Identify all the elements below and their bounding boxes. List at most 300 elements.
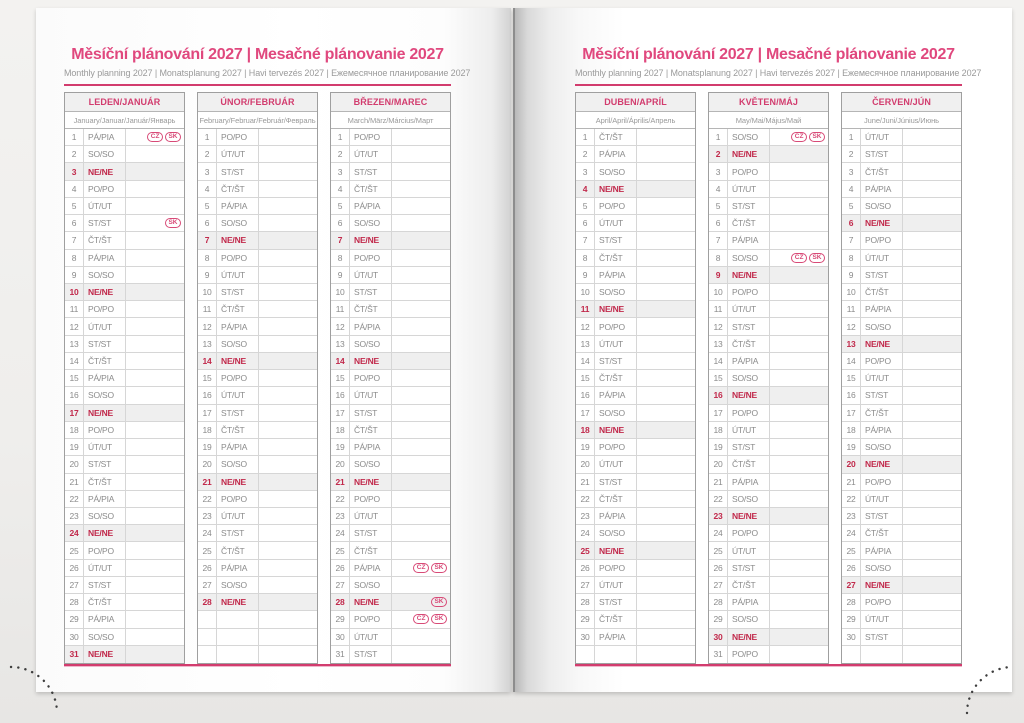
day-row: [842, 146, 961, 163]
day-abbrev-cell: NE/NE: [217, 594, 259, 610]
day-abbrev-cell: [217, 629, 259, 645]
notes-cell: [392, 456, 450, 472]
notes-cell: [637, 594, 695, 610]
notes-cell: [259, 525, 317, 541]
notes-cell: [903, 284, 961, 300]
day-abbrev-cell: PO/PO: [595, 318, 637, 334]
day-row: [709, 629, 828, 646]
notes-cell: [770, 474, 828, 490]
day-number-cell: 8: [65, 250, 84, 266]
day-row: [576, 129, 695, 146]
day-number-cell: 10: [842, 284, 861, 300]
day-row: [576, 232, 695, 249]
day-row: [576, 198, 695, 215]
day-abbrev-cell: ČT/ŠT: [84, 594, 126, 610]
day-abbrev-cell: ST/ST: [728, 198, 770, 214]
notes-cell: [126, 146, 184, 162]
day-number-cell: 10: [198, 284, 217, 300]
day-number-cell: 12: [65, 318, 84, 334]
day-row: [842, 577, 961, 594]
notes-cell: [259, 646, 317, 663]
day-number-cell: 21: [709, 474, 728, 490]
day-row: [65, 198, 184, 215]
day-number-cell: 24: [65, 525, 84, 541]
month-name: KVĚTEN/MÁJ: [709, 93, 828, 112]
day-number-cell: 6: [65, 215, 84, 231]
notes-cell: [637, 474, 695, 490]
day-number-cell: 25: [576, 542, 595, 558]
day-row: [331, 146, 450, 163]
day-abbrev-cell: ČT/ŠT: [861, 163, 903, 179]
notes-cell: [259, 542, 317, 558]
notes-cell: [392, 336, 450, 352]
day-abbrev-cell: ČT/ŠT: [728, 577, 770, 593]
notes-cell: [637, 577, 695, 593]
notes-cell: [259, 456, 317, 472]
notes-cell: [637, 560, 695, 576]
day-number-cell: 18: [709, 422, 728, 438]
notes-cell: [770, 439, 828, 455]
day-number-cell: 26: [576, 560, 595, 576]
notes-cell: [392, 232, 450, 248]
day-row: [842, 405, 961, 422]
day-number-cell: 28: [198, 594, 217, 610]
notes-cell: [637, 525, 695, 541]
day-number-cell: 20: [576, 456, 595, 472]
day-row: [198, 474, 317, 491]
day-abbrev-cell: ÚT/UT: [728, 422, 770, 438]
day-number-cell: 17: [331, 405, 350, 421]
day-row: [198, 129, 317, 146]
notes-cell: [126, 491, 184, 507]
day-rows: [331, 129, 450, 663]
notes-cell: [770, 215, 828, 231]
notes-cell: [637, 318, 695, 334]
holiday-badge-cz: CZ: [413, 614, 429, 624]
day-row: [842, 646, 961, 663]
day-row: [576, 491, 695, 508]
day-row: [842, 129, 961, 146]
header-divider: [575, 84, 962, 86]
day-row: [65, 146, 184, 163]
notes-cell: [259, 491, 317, 507]
day-row: [198, 267, 317, 284]
notes-cell: [903, 370, 961, 386]
notes-cell: [770, 146, 828, 162]
day-number-cell: 11: [65, 301, 84, 317]
notes-cell: [126, 181, 184, 197]
notes-cell: [126, 629, 184, 645]
day-number-cell: 6: [331, 215, 350, 231]
day-abbrev-cell: NE/NE: [728, 267, 770, 283]
day-abbrev-cell: PÁ/PIA: [861, 542, 903, 558]
day-row: [709, 387, 828, 404]
notes-cell: [392, 474, 450, 490]
notes-cell: [903, 525, 961, 541]
day-abbrev-cell: PO/PO: [728, 405, 770, 421]
day-row: [576, 474, 695, 491]
notes-cell: [903, 542, 961, 558]
day-number-cell: 11: [198, 301, 217, 317]
day-abbrev-cell: PO/PO: [861, 594, 903, 610]
day-abbrev-cell: ČT/ŠT: [84, 353, 126, 369]
day-number-cell: 23: [331, 508, 350, 524]
notes-cell: [770, 525, 828, 541]
day-row: [198, 439, 317, 456]
day-abbrev-cell: ST/ST: [861, 629, 903, 645]
day-row: [709, 611, 828, 628]
day-number-cell: 30: [576, 629, 595, 645]
day-row: [842, 267, 961, 284]
day-row: [331, 594, 450, 611]
notes-cell: [392, 301, 450, 317]
day-number-cell: 19: [576, 439, 595, 455]
day-number-cell: 6: [198, 215, 217, 231]
day-number-cell: 15: [576, 370, 595, 386]
notes-cell: [259, 163, 317, 179]
day-abbrev-cell: SO/SO: [84, 267, 126, 283]
day-row: [709, 508, 828, 525]
notes-cell: [903, 353, 961, 369]
day-number-cell: 3: [331, 163, 350, 179]
notes-cell: [903, 439, 961, 455]
day-number-cell: 25: [709, 542, 728, 558]
day-number-cell: 26: [65, 560, 84, 576]
day-number-cell: 14: [842, 353, 861, 369]
day-abbrev-cell: PO/PO: [217, 250, 259, 266]
day-abbrev-cell: ÚT/UT: [84, 439, 126, 455]
day-number-cell: 25: [842, 542, 861, 558]
day-row: [842, 474, 961, 491]
day-row: [576, 629, 695, 646]
notes-cell: [770, 629, 828, 645]
notes-cell: [637, 284, 695, 300]
notes-cell: [770, 542, 828, 558]
day-abbrev-cell: ST/ST: [595, 232, 637, 248]
notes-cell: [126, 250, 184, 266]
notes-cell: [903, 250, 961, 266]
day-row: [65, 474, 184, 491]
day-number-cell: 19: [709, 439, 728, 455]
day-abbrev-cell: NE/NE: [217, 474, 259, 490]
notes-cell: [903, 181, 961, 197]
day-abbrev-cell: PÁ/PIA: [350, 439, 392, 455]
day-row: [65, 508, 184, 525]
day-row: [65, 250, 184, 267]
day-row: [65, 232, 184, 249]
day-row: [576, 318, 695, 335]
notes-cell: [126, 508, 184, 524]
day-abbrev-cell: SO/SO: [350, 215, 392, 231]
day-row: [842, 336, 961, 353]
day-number-cell: 7: [576, 232, 595, 248]
day-number-cell: 24: [709, 525, 728, 541]
notes-cell: [126, 301, 184, 317]
notes-cell: [770, 284, 828, 300]
notes-cell: [126, 439, 184, 455]
day-abbrev-cell: ČT/ŠT: [728, 215, 770, 231]
day-abbrev-cell: NE/NE: [861, 577, 903, 593]
day-number-cell: 8: [842, 250, 861, 266]
footer-divider: [575, 664, 962, 667]
notes-cell: [903, 336, 961, 352]
notes-cell: [770, 577, 828, 593]
notes-cell: [259, 474, 317, 490]
day-abbrev-cell: SO/SO: [350, 577, 392, 593]
day-number-cell: 25: [65, 542, 84, 558]
notes-cell: [392, 353, 450, 369]
day-abbrev-cell: NE/NE: [84, 405, 126, 421]
day-number-cell: 10: [576, 284, 595, 300]
day-abbrev-cell: NE/NE: [84, 646, 126, 663]
holiday-badge-sk: SK: [165, 132, 181, 142]
day-number-cell: 21: [331, 474, 350, 490]
day-abbrev-cell: ÚT/UT: [728, 542, 770, 558]
day-abbrev-cell: ČT/ŠT: [861, 525, 903, 541]
day-row: [65, 129, 184, 146]
notes-cell: [903, 405, 961, 421]
day-row: [331, 336, 450, 353]
day-number-cell: 15: [65, 370, 84, 386]
day-abbrev-cell: SO/SO: [595, 163, 637, 179]
day-abbrev-cell: NE/NE: [350, 594, 392, 610]
day-row: [842, 456, 961, 473]
day-row: [709, 181, 828, 198]
day-abbrev-cell: PO/PO: [84, 301, 126, 317]
day-abbrev-cell: ÚT/UT: [861, 250, 903, 266]
notes-cell: [259, 318, 317, 334]
notes-cell: [903, 146, 961, 162]
day-number-cell: 4: [842, 181, 861, 197]
day-row: [65, 456, 184, 473]
day-number-cell: 7: [842, 232, 861, 248]
day-abbrev-cell: ÚT/UT: [217, 387, 259, 403]
notes-cell: [392, 439, 450, 455]
day-abbrev-cell: ČT/ŠT: [595, 129, 637, 145]
notes-cell: [637, 646, 695, 663]
day-row: [65, 318, 184, 335]
notes-cell: [770, 560, 828, 576]
notes-cell: [126, 611, 184, 627]
holiday-badge-cz: CZ: [791, 253, 807, 263]
day-abbrev-cell: NE/NE: [728, 387, 770, 403]
day-row: [331, 215, 450, 232]
notes-cell: [770, 508, 828, 524]
day-number-cell: 29: [65, 611, 84, 627]
day-number-cell: 7: [709, 232, 728, 248]
day-number-cell: 8: [198, 250, 217, 266]
notes-cell: [637, 215, 695, 231]
page-title: Měsíční plánování 2027 | Mesačné plánovanie 2027: [582, 46, 955, 63]
page-subtitle: Monthly planning 2027 | Monatsplanung 2027 | Havi tervezés 2027 | Ежемесячное планирование 2027: [575, 68, 982, 78]
notes-cell: [259, 284, 317, 300]
day-number-cell: 9: [576, 267, 595, 283]
day-row: [709, 353, 828, 370]
day-number-cell: 22: [65, 491, 84, 507]
notes-cell: [392, 198, 450, 214]
notes-cell: [637, 422, 695, 438]
notes-cell: [126, 232, 184, 248]
day-row: [576, 215, 695, 232]
day-abbrev-cell: SO/SO: [350, 336, 392, 352]
notes-cell: [126, 646, 184, 663]
notes-cell: [392, 267, 450, 283]
day-row: [65, 542, 184, 559]
day-abbrev-cell: SO/SO: [84, 387, 126, 403]
day-abbrev-cell: PÁ/PIA: [595, 508, 637, 524]
day-abbrev-cell: ST/ST: [861, 146, 903, 162]
day-abbrev-cell: PÁ/PIA: [728, 474, 770, 490]
day-abbrev-cell: ST/ST: [217, 284, 259, 300]
day-number-cell: 10: [709, 284, 728, 300]
month-name: LEDEN/JANUÁR: [65, 93, 184, 112]
day-number-cell: 11: [842, 301, 861, 317]
notes-cell: [637, 353, 695, 369]
day-number-cell: 19: [198, 439, 217, 455]
day-number-cell: 10: [331, 284, 350, 300]
notes-cell: [903, 474, 961, 490]
day-row: [842, 594, 961, 611]
notes-cell: [259, 560, 317, 576]
day-abbrev-cell: ČT/ŠT: [728, 336, 770, 352]
notes-cell: [903, 301, 961, 317]
diary-right-page: [513, 8, 1012, 692]
day-row: [331, 508, 450, 525]
day-number-cell: 27: [576, 577, 595, 593]
notes-cell: [392, 646, 450, 663]
day-number-cell: 19: [65, 439, 84, 455]
day-number-cell: 14: [709, 353, 728, 369]
notes-cell: [392, 577, 450, 593]
day-abbrev-cell: PÁ/PIA: [217, 318, 259, 334]
notes-cell: [770, 181, 828, 197]
day-number-cell: 18: [198, 422, 217, 438]
day-number-cell: 16: [709, 387, 728, 403]
day-number-cell: 7: [198, 232, 217, 248]
day-number-cell: 17: [65, 405, 84, 421]
day-row: [331, 439, 450, 456]
day-row: [576, 405, 695, 422]
day-number-cell: 26: [842, 560, 861, 576]
day-number-cell: 13: [331, 336, 350, 352]
day-row: [331, 163, 450, 180]
day-number-cell: 7: [65, 232, 84, 248]
notes-cell: [126, 560, 184, 576]
day-number-cell: 8: [331, 250, 350, 266]
holiday-badge-cz: CZ: [791, 132, 807, 142]
day-row: [198, 405, 317, 422]
holiday-badge-sk: SK: [165, 218, 181, 228]
day-row: [331, 198, 450, 215]
day-number-cell: 26: [198, 560, 217, 576]
day-abbrev-cell: ÚT/UT: [595, 577, 637, 593]
day-row: [198, 198, 317, 215]
notes-cell: [770, 370, 828, 386]
month-name: ÚNOR/FEBRUÁR: [198, 93, 317, 112]
day-number-cell: 17: [198, 405, 217, 421]
day-abbrev-cell: NE/NE: [84, 163, 126, 179]
day-row: [709, 336, 828, 353]
holiday-badge-cz: CZ: [413, 563, 429, 573]
day-row: [709, 405, 828, 422]
day-number-cell: 29: [576, 611, 595, 627]
day-number-cell: 1: [65, 129, 84, 145]
notes-cell: [126, 594, 184, 610]
month-name-intl: February/Februar/Február/Февраль: [198, 112, 317, 129]
day-number-cell: 16: [576, 387, 595, 403]
day-row: [65, 284, 184, 301]
day-abbrev-cell: SO/SO: [861, 439, 903, 455]
month-table-february: [197, 92, 318, 664]
day-abbrev-cell: ÚT/UT: [861, 491, 903, 507]
day-number-cell: 23: [576, 508, 595, 524]
day-number-cell: 8: [576, 250, 595, 266]
notes-cell: [126, 284, 184, 300]
notes-cell: [903, 560, 961, 576]
day-row: [65, 353, 184, 370]
day-row: [65, 611, 184, 628]
notes-cell: [637, 405, 695, 421]
notes-cell: [770, 405, 828, 421]
day-row: [842, 163, 961, 180]
day-row: [331, 284, 450, 301]
day-row: [576, 284, 695, 301]
day-number-cell: [198, 611, 217, 627]
day-abbrev-cell: PÁ/PIA: [728, 594, 770, 610]
day-abbrev-cell: PO/PO: [217, 491, 259, 507]
day-row: [709, 129, 828, 146]
day-row: [198, 577, 317, 594]
notes-cell: [903, 198, 961, 214]
day-number-cell: 22: [576, 491, 595, 507]
day-abbrev-cell: NE/NE: [84, 525, 126, 541]
day-abbrev-cell: PO/PO: [217, 129, 259, 145]
day-row: [198, 181, 317, 198]
day-row: [576, 267, 695, 284]
day-row: [842, 215, 961, 232]
notes-cell: [392, 611, 450, 627]
day-row: [709, 594, 828, 611]
day-abbrev-cell: ČT/ŠT: [728, 456, 770, 472]
holiday-badge-sk: SK: [431, 597, 447, 607]
day-row: [842, 560, 961, 577]
day-row: [198, 560, 317, 577]
day-row: [198, 232, 317, 249]
day-abbrev-cell: ST/ST: [350, 284, 392, 300]
notes-cell: [392, 491, 450, 507]
day-number-cell: 25: [198, 542, 217, 558]
notes-cell: [637, 181, 695, 197]
day-number-cell: 6: [576, 215, 595, 231]
day-abbrev-cell: ÚT/UT: [217, 267, 259, 283]
day-row: [709, 301, 828, 318]
holiday-badge-sk: SK: [431, 563, 447, 573]
day-row: [576, 422, 695, 439]
day-number-cell: 19: [331, 439, 350, 455]
day-row: [842, 181, 961, 198]
day-abbrev-cell: PÁ/PIA: [84, 611, 126, 627]
day-row: [842, 439, 961, 456]
header-divider: [64, 84, 451, 86]
day-number-cell: 16: [331, 387, 350, 403]
day-row: [842, 198, 961, 215]
day-number-cell: 23: [709, 508, 728, 524]
day-row: [198, 163, 317, 180]
day-number-cell: 17: [842, 405, 861, 421]
day-abbrev-cell: NE/NE: [728, 629, 770, 645]
day-number-cell: 13: [65, 336, 84, 352]
notes-cell: [259, 336, 317, 352]
